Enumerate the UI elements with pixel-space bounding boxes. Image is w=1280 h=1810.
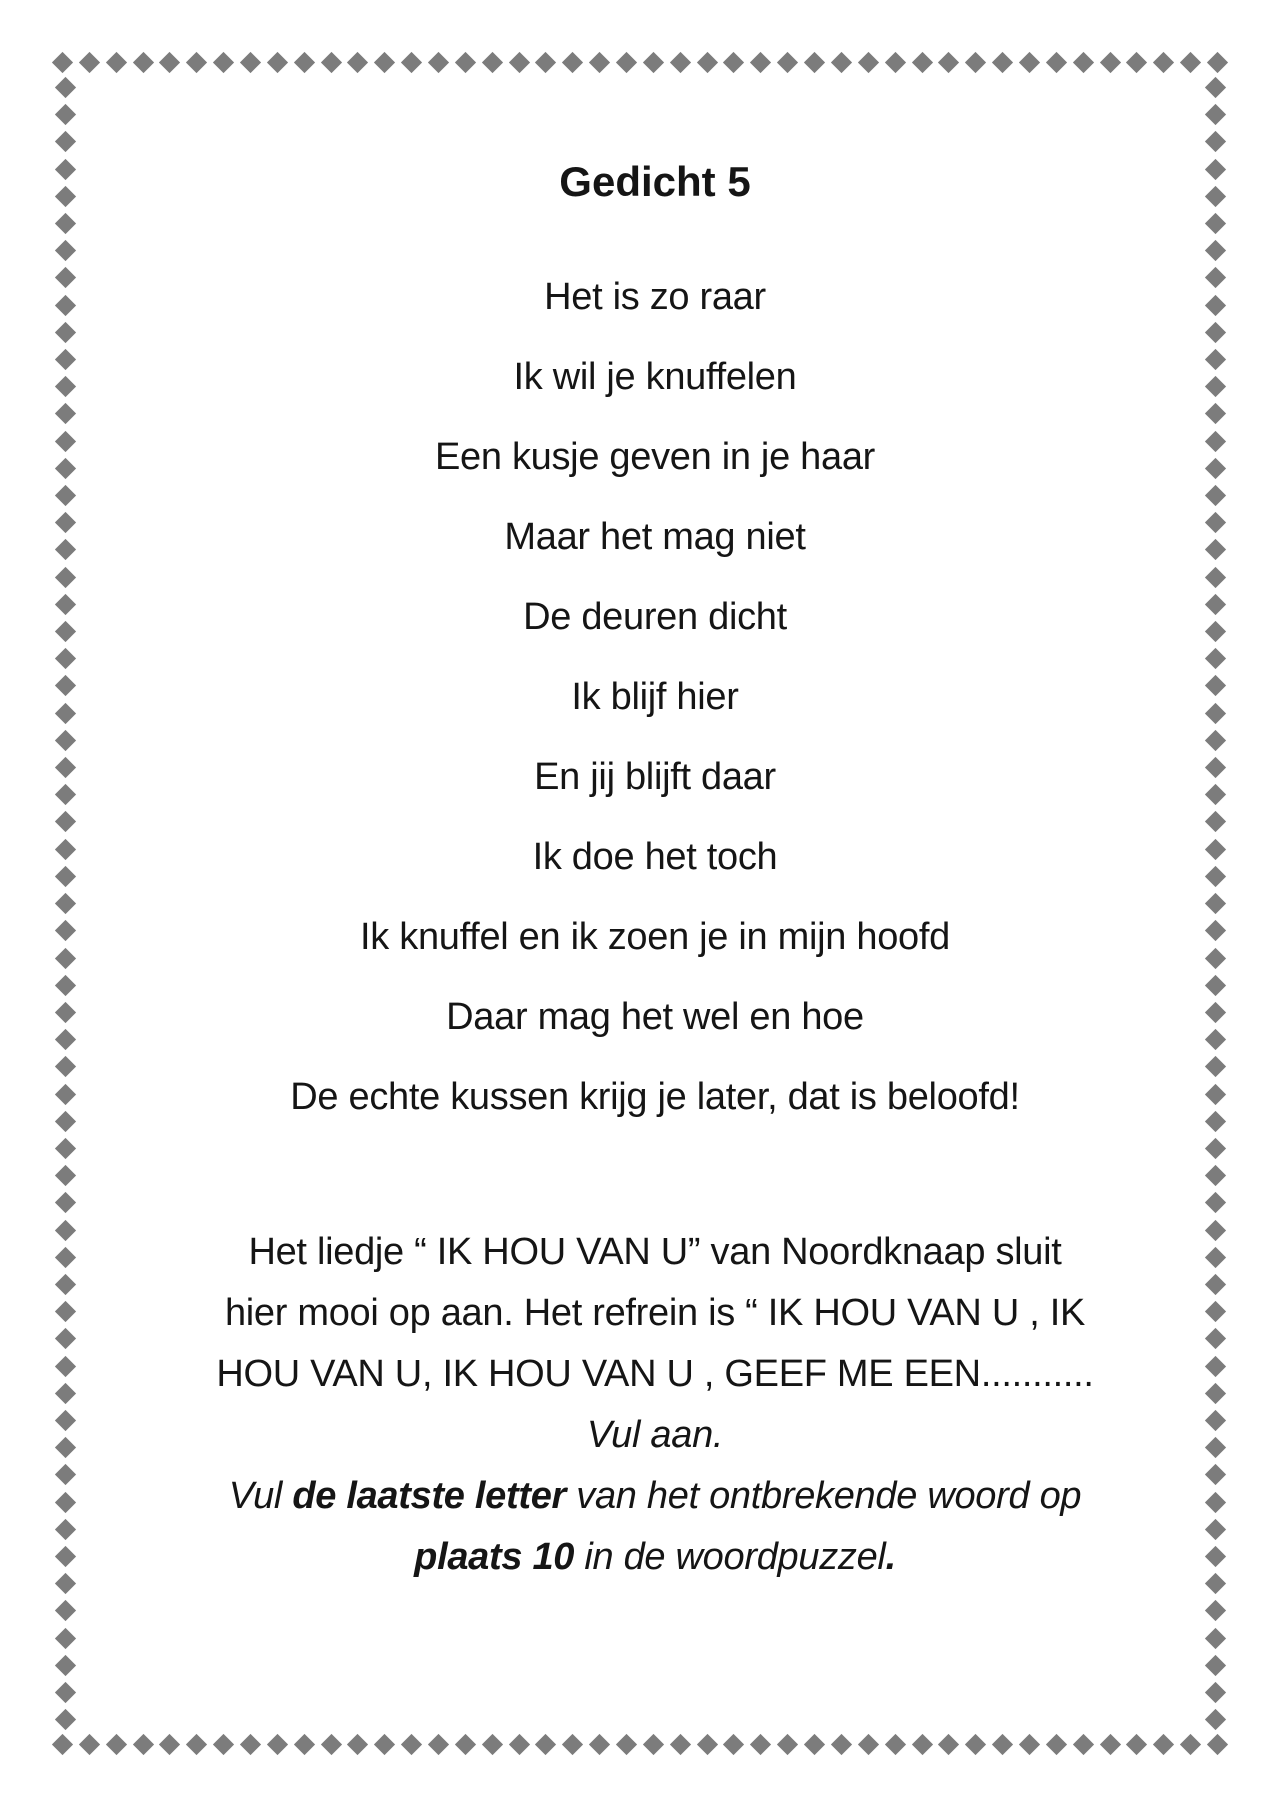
diamond-icon [1205,403,1226,424]
diamond-icon [55,1627,76,1648]
diamond-icon [1205,1029,1226,1050]
diamond-icon [777,1734,798,1755]
diamond-icon [616,1734,637,1755]
instruction-text-emphasis: plaats 10 [414,1536,575,1578]
diamond-icon [132,1734,153,1755]
diamond-icon [1205,1219,1226,1240]
diamond-icon [374,1734,395,1755]
diamond-icon [1205,1247,1226,1268]
diamond-icon [79,1734,100,1755]
poem-line: Ik wil je knuffelen [513,356,797,398]
diamond-icon [1205,349,1226,370]
instruction-line: hier mooi op aan. Het refrein is “ IK HOU VAN U , IK [224,1292,1086,1334]
diamond-icon [1205,1573,1226,1594]
instruction-text-emphasis: de laatste letter [292,1475,567,1517]
diamond-icon [55,186,76,207]
diamond-icon [1205,648,1226,669]
diamond-icon [858,1734,879,1755]
poem-line: Ik blijf hier [571,676,739,718]
diamond-icon [1205,1328,1226,1349]
diamond-icon [55,757,76,778]
instruction-line [115,1466,1195,1527]
diamond-icon [267,1734,288,1755]
border-right [1205,80,1226,1728]
diamond-icon [1205,866,1226,887]
diamond-icon [55,159,76,180]
diamond-icon [55,376,76,397]
diamond-icon [55,648,76,669]
diamond-icon [1205,811,1226,832]
diamond-icon [1205,1709,1226,1730]
diamond-icon [1099,1734,1120,1755]
diamond-icon [55,539,76,560]
diamond-icon [723,1734,744,1755]
instruction-text: in de woordpuzzel [574,1536,886,1578]
diamond-icon [1205,376,1226,397]
diamond-icon [55,975,76,996]
diamond-icon [1205,839,1226,860]
diamond-icon [992,1734,1013,1755]
diamond-icon [1205,594,1226,615]
diamond-icon [55,920,76,941]
diamond-icon [1205,1056,1226,1077]
diamond-icon [1205,920,1226,941]
diamond-icon [55,267,76,288]
diamond-icon [1205,1002,1226,1023]
diamond-icon [1205,431,1226,452]
diamond-icon [55,1519,76,1540]
diamond-icon [1205,159,1226,180]
border-bottom [55,1734,1225,1755]
diamond-icon [1205,131,1226,152]
diamond-icon [55,1165,76,1186]
diamond-icon [186,1734,207,1755]
diamond-icon [1205,1111,1226,1132]
diamond-icon [1205,1655,1226,1676]
diamond-icon [1073,1734,1094,1755]
diamond-icon [294,1734,315,1755]
diamond-icon [1180,1734,1201,1755]
diamond-icon [1205,757,1226,778]
diamond-icon [455,1734,476,1755]
diamond-icon [55,131,76,152]
diamond-icon [55,240,76,261]
diamond-icon [55,1002,76,1023]
poem-line: Ik doe het toch [532,836,778,878]
diamond-icon [1205,1274,1226,1295]
diamond-icon [240,1734,261,1755]
diamond-icon [55,675,76,696]
diamond-icon [1153,1734,1174,1755]
diamond-icon [55,1491,76,1512]
diamond-icon [106,1734,127,1755]
diamond-icon [670,1734,691,1755]
diamond-icon [55,1709,76,1730]
diamond-icon [1205,703,1226,724]
diamond-icon [55,893,76,914]
diamond-icon [55,431,76,452]
diamond-icon [831,1734,852,1755]
instruction-line: Het liedje “ IK HOU VAN U” van Noordknaap sluit [248,1231,1062,1273]
diamond-icon [1205,784,1226,805]
poem-line: Ik knuffel en ik zoen je in mijn hoofd [360,916,950,958]
diamond-icon [1205,1410,1226,1431]
diamond-icon [55,1219,76,1240]
diamond-icon [1205,539,1226,560]
diamond-icon [55,1029,76,1050]
diamond-icon [55,1138,76,1159]
diamond-icon [55,1546,76,1567]
diamond-icon [1205,1083,1226,1104]
border-left [55,80,76,1728]
diamond-icon [55,1247,76,1268]
diamond-icon [55,730,76,751]
diamond-icon [1205,267,1226,288]
diamond-icon [911,1734,932,1755]
diamond-icon [1205,1682,1226,1703]
diamond-icon [1205,213,1226,234]
diamond-icon [1205,1192,1226,1213]
page-title: Gedicht 5 [559,158,751,205]
poem-line: Een kusje geven in je haar [434,436,876,478]
diamond-icon [79,52,100,73]
diamond-icon [1205,1383,1226,1404]
diamond-icon [1205,458,1226,479]
diamond-icon [1205,1138,1226,1159]
diamond-icon [213,1734,234,1755]
poem-line: De deuren dicht [523,596,787,638]
diamond-icon [1205,893,1226,914]
diamond-icon [1205,1627,1226,1648]
poem-line: En jij blijft daar [534,756,776,798]
diamond-icon [1205,675,1226,696]
diamond-icon [1046,1734,1067,1755]
diamond-icon [1205,1546,1226,1567]
diamond-icon [1207,1734,1228,1755]
diamond-icon [1205,1165,1226,1186]
instruction-line: HOU VAN U, IK HOU VAN U , GEEF ME EEN........... [216,1353,1094,1395]
diamond-icon [1205,186,1226,207]
diamond-icon [55,1464,76,1485]
poem-line: De echte kussen krijg je later, dat is beloofd! [290,1076,1020,1118]
diamond-icon [1205,104,1226,125]
instruction-text: van het ontbrekende woord op [566,1475,1082,1517]
diamond-icon [55,1328,76,1349]
diamond-icon [965,1734,986,1755]
diamond-icon [55,1301,76,1322]
diamond-icon [55,1682,76,1703]
diamond-icon [55,703,76,724]
diamond-icon [562,1734,583,1755]
diamond-icon [55,322,76,343]
diamond-icon [159,1734,180,1755]
poem-line: Daar mag het wel en hoe [446,996,864,1038]
diamond-icon [55,1655,76,1676]
diamond-icon [1205,77,1226,98]
diamond-icon [1205,1355,1226,1376]
diamond-icon [55,1573,76,1594]
page-content [115,0,1195,1588]
diamond-icon [55,1083,76,1104]
diamond-icon [55,1111,76,1132]
diamond-icon [1205,322,1226,343]
diamond-icon [55,1600,76,1621]
diamond-icon [55,621,76,642]
diamond-icon [55,811,76,832]
diamond-icon [482,1734,503,1755]
diamond-icon [1019,1734,1040,1755]
diamond-icon [535,1734,556,1755]
diamond-icon [509,1734,530,1755]
diamond-icon [55,947,76,968]
diamond-icon [55,213,76,234]
diamond-icon [1205,1491,1226,1512]
diamond-icon [1205,621,1226,642]
diamond-icon [55,1056,76,1077]
diamond-icon [52,1734,73,1755]
instruction-line [115,1527,1195,1588]
diamond-icon [55,1437,76,1458]
diamond-icon [55,1192,76,1213]
diamond-icon [55,839,76,860]
diamond-icon [55,458,76,479]
diamond-icon [697,1734,718,1755]
diamond-icon [804,1734,825,1755]
diamond-icon [1205,240,1226,261]
instructions [115,1222,1195,1588]
diamond-icon [1205,1437,1226,1458]
diamond-icon [55,104,76,125]
diamond-icon [347,1734,368,1755]
diamond-icon [1205,512,1226,533]
diamond-icon [55,1383,76,1404]
diamond-icon [750,1734,771,1755]
diamond-icon [55,403,76,424]
diamond-icon [1205,1519,1226,1540]
diamond-icon [1205,730,1226,751]
diamond-icon [55,1410,76,1431]
diamond-icon [1205,947,1226,968]
instruction-text: Vul [228,1475,293,1517]
diamond-icon [428,1734,449,1755]
diamond-icon [1207,52,1228,73]
diamond-icon [55,77,76,98]
diamond-icon [885,1734,906,1755]
diamond-icon [1205,1301,1226,1322]
diamond-icon [55,295,76,316]
diamond-icon [52,52,73,73]
poem [115,257,1195,1137]
poem-line: Het is zo raar [544,276,766,318]
diamond-icon [55,512,76,533]
diamond-icon [1205,1600,1226,1621]
diamond-icon [643,1734,664,1755]
diamond-icon [55,1355,76,1376]
diamond-icon [1126,1734,1147,1755]
diamond-icon [1205,975,1226,996]
diamond-icon [55,485,76,506]
diamond-icon [1205,485,1226,506]
diamond-icon [1205,567,1226,588]
diamond-icon [55,1274,76,1295]
diamond-icon [55,349,76,370]
diamond-icon [55,594,76,615]
diamond-icon [1205,1464,1226,1485]
diamond-icon [1205,295,1226,316]
instruction-line: Vul aan. [586,1414,724,1456]
diamond-icon [320,1734,341,1755]
diamond-icon [589,1734,610,1755]
diamond-icon [401,1734,422,1755]
diamond-icon [55,567,76,588]
poem-line: Maar het mag niet [504,516,806,558]
diamond-icon [938,1734,959,1755]
diamond-icon [55,784,76,805]
instruction-text-emphasis: . [885,1536,896,1578]
diamond-icon [55,866,76,887]
